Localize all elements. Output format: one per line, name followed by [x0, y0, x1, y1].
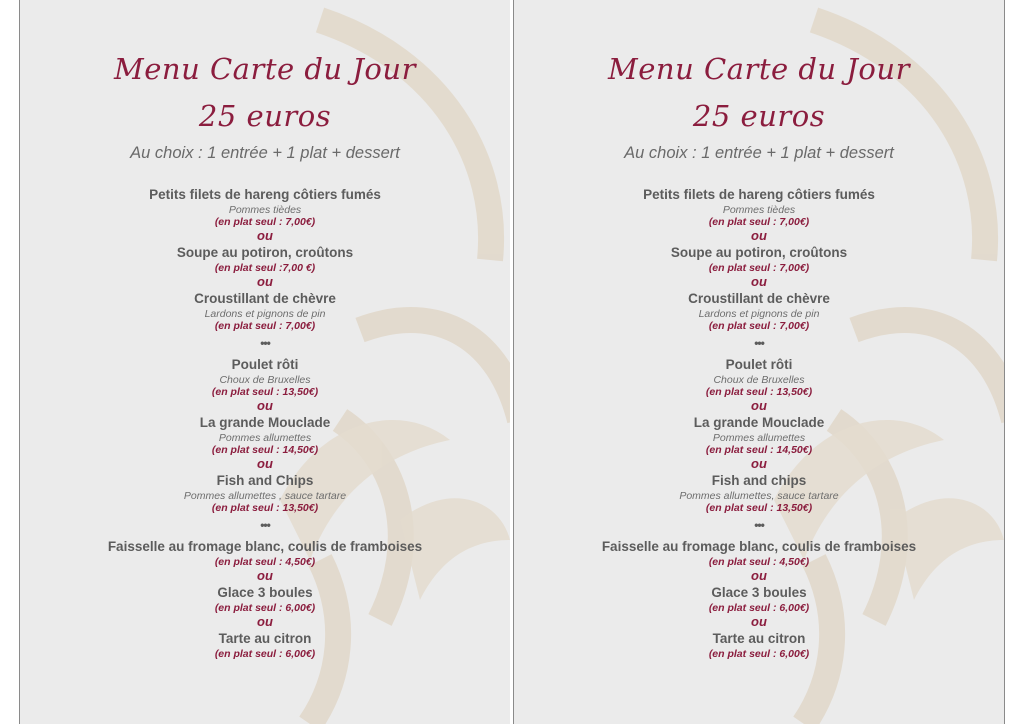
or-label: ou	[257, 228, 273, 243]
plat-price: (en plat seul : 13,50€)	[705, 502, 813, 514]
entree-side: Lardons et pignons de pin	[698, 308, 820, 320]
menu-title: Menu Carte du Jour	[608, 52, 910, 86]
dessert-price: (en plat seul : 6,00€)	[708, 602, 810, 614]
entree-name: Soupe au potiron, croûtons	[176, 245, 354, 260]
or-label: ou	[257, 398, 273, 413]
or-label: ou	[751, 228, 767, 243]
plat-name: Poulet rôti	[725, 357, 793, 372]
entree-side: Lardons et pignons de pin	[204, 308, 326, 320]
or-label: ou	[257, 568, 273, 583]
or-label: ou	[751, 568, 767, 583]
entree-price: (en plat seul : 7,00€)	[214, 320, 316, 332]
dessert-price: (en plat seul : 6,00€)	[214, 648, 316, 660]
menu-price: 25 euros	[198, 99, 332, 133]
dessert-price: (en plat seul : 6,00€)	[214, 602, 316, 614]
plat-side: Pommes allumettes, sauce tartare	[679, 490, 839, 502]
entree-name: Croustillant de chèvre	[194, 291, 336, 306]
plat-name: Fish and Chips	[216, 473, 314, 488]
entree-price: (en plat seul : 7,00€)	[708, 320, 810, 332]
or-label: ou	[751, 614, 767, 629]
menu-subtitle: Au choix : 1 entrée + 1 plat + dessert	[130, 144, 400, 162]
or-label: ou	[257, 456, 273, 471]
entree-price: (en plat seul : 7,00€)	[214, 216, 316, 228]
plat-side: Pommes allumettes , sauce tartare	[183, 490, 347, 502]
entree-side: Pommes tièdes	[722, 204, 796, 216]
plat-price: (en plat seul : 13,50€)	[211, 502, 319, 514]
entree-name: Croustillant de chèvre	[688, 291, 830, 306]
dessert-name: Glace 3 boules	[711, 585, 807, 600]
dessert-price: (en plat seul : 4,50€)	[214, 556, 316, 568]
plat-price: (en plat seul : 13,50€)	[211, 386, 319, 398]
or-label: ou	[751, 274, 767, 289]
plat-name: Poulet rôti	[231, 357, 299, 372]
entree-name: Petits filets de hareng côtiers fumés	[643, 187, 875, 202]
section-separator: •••	[754, 518, 764, 532]
entree-price: (en plat seul : 7,00€)	[708, 216, 810, 228]
plat-name: La grande Mouclade	[199, 415, 331, 430]
menu-subtitle: Au choix : 1 entrée + 1 plat + dessert	[624, 144, 894, 162]
dessert-name: Glace 3 boules	[217, 585, 313, 600]
section-separator: •••	[754, 336, 764, 350]
plat-price: (en plat seul : 13,50€)	[705, 386, 813, 398]
entree-side: Pommes tièdes	[228, 204, 302, 216]
or-label: ou	[751, 456, 767, 471]
menu-price: 25 euros	[692, 99, 826, 133]
plat-side: Choux de Bruxelles	[219, 374, 311, 386]
menu-page-right	[513, 0, 1005, 724]
dessert-name: Tarte au citron	[218, 631, 312, 646]
plat-side: Pommes allumettes	[712, 432, 806, 444]
dessert-price: (en plat seul : 6,00€)	[708, 648, 810, 660]
dessert-name: Faisselle au fromage blanc, coulis de framboises	[601, 539, 917, 554]
plat-price: (en plat seul : 14,50€)	[211, 444, 319, 456]
plat-name: La grande Mouclade	[693, 415, 825, 430]
menu-title: Menu Carte du Jour	[114, 52, 416, 86]
menu-items	[514, 186, 1004, 660]
entree-name: Petits filets de hareng côtiers fumés	[149, 187, 381, 202]
plat-side: Choux de Bruxelles	[713, 374, 805, 386]
or-label: ou	[257, 274, 273, 289]
entree-price: (en plat seul :7,00 €)	[214, 262, 316, 274]
entree-name: Soupe au potiron, croûtons	[670, 245, 848, 260]
dessert-price: (en plat seul : 4,50€)	[708, 556, 810, 568]
plat-price: (en plat seul : 14,50€)	[705, 444, 813, 456]
menu-page-left	[19, 0, 510, 724]
plat-side: Pommes allumettes	[218, 432, 312, 444]
entree-price: (en plat seul : 7,00€)	[708, 262, 810, 274]
dessert-name: Faisselle au fromage blanc, coulis de framboises	[107, 539, 423, 554]
plat-name: Fish and chips	[711, 473, 807, 488]
section-separator: •••	[260, 336, 270, 350]
menu-items	[20, 186, 510, 660]
dessert-name: Tarte au citron	[712, 631, 806, 646]
section-separator: •••	[260, 518, 270, 532]
or-label: ou	[257, 614, 273, 629]
or-label: ou	[751, 398, 767, 413]
